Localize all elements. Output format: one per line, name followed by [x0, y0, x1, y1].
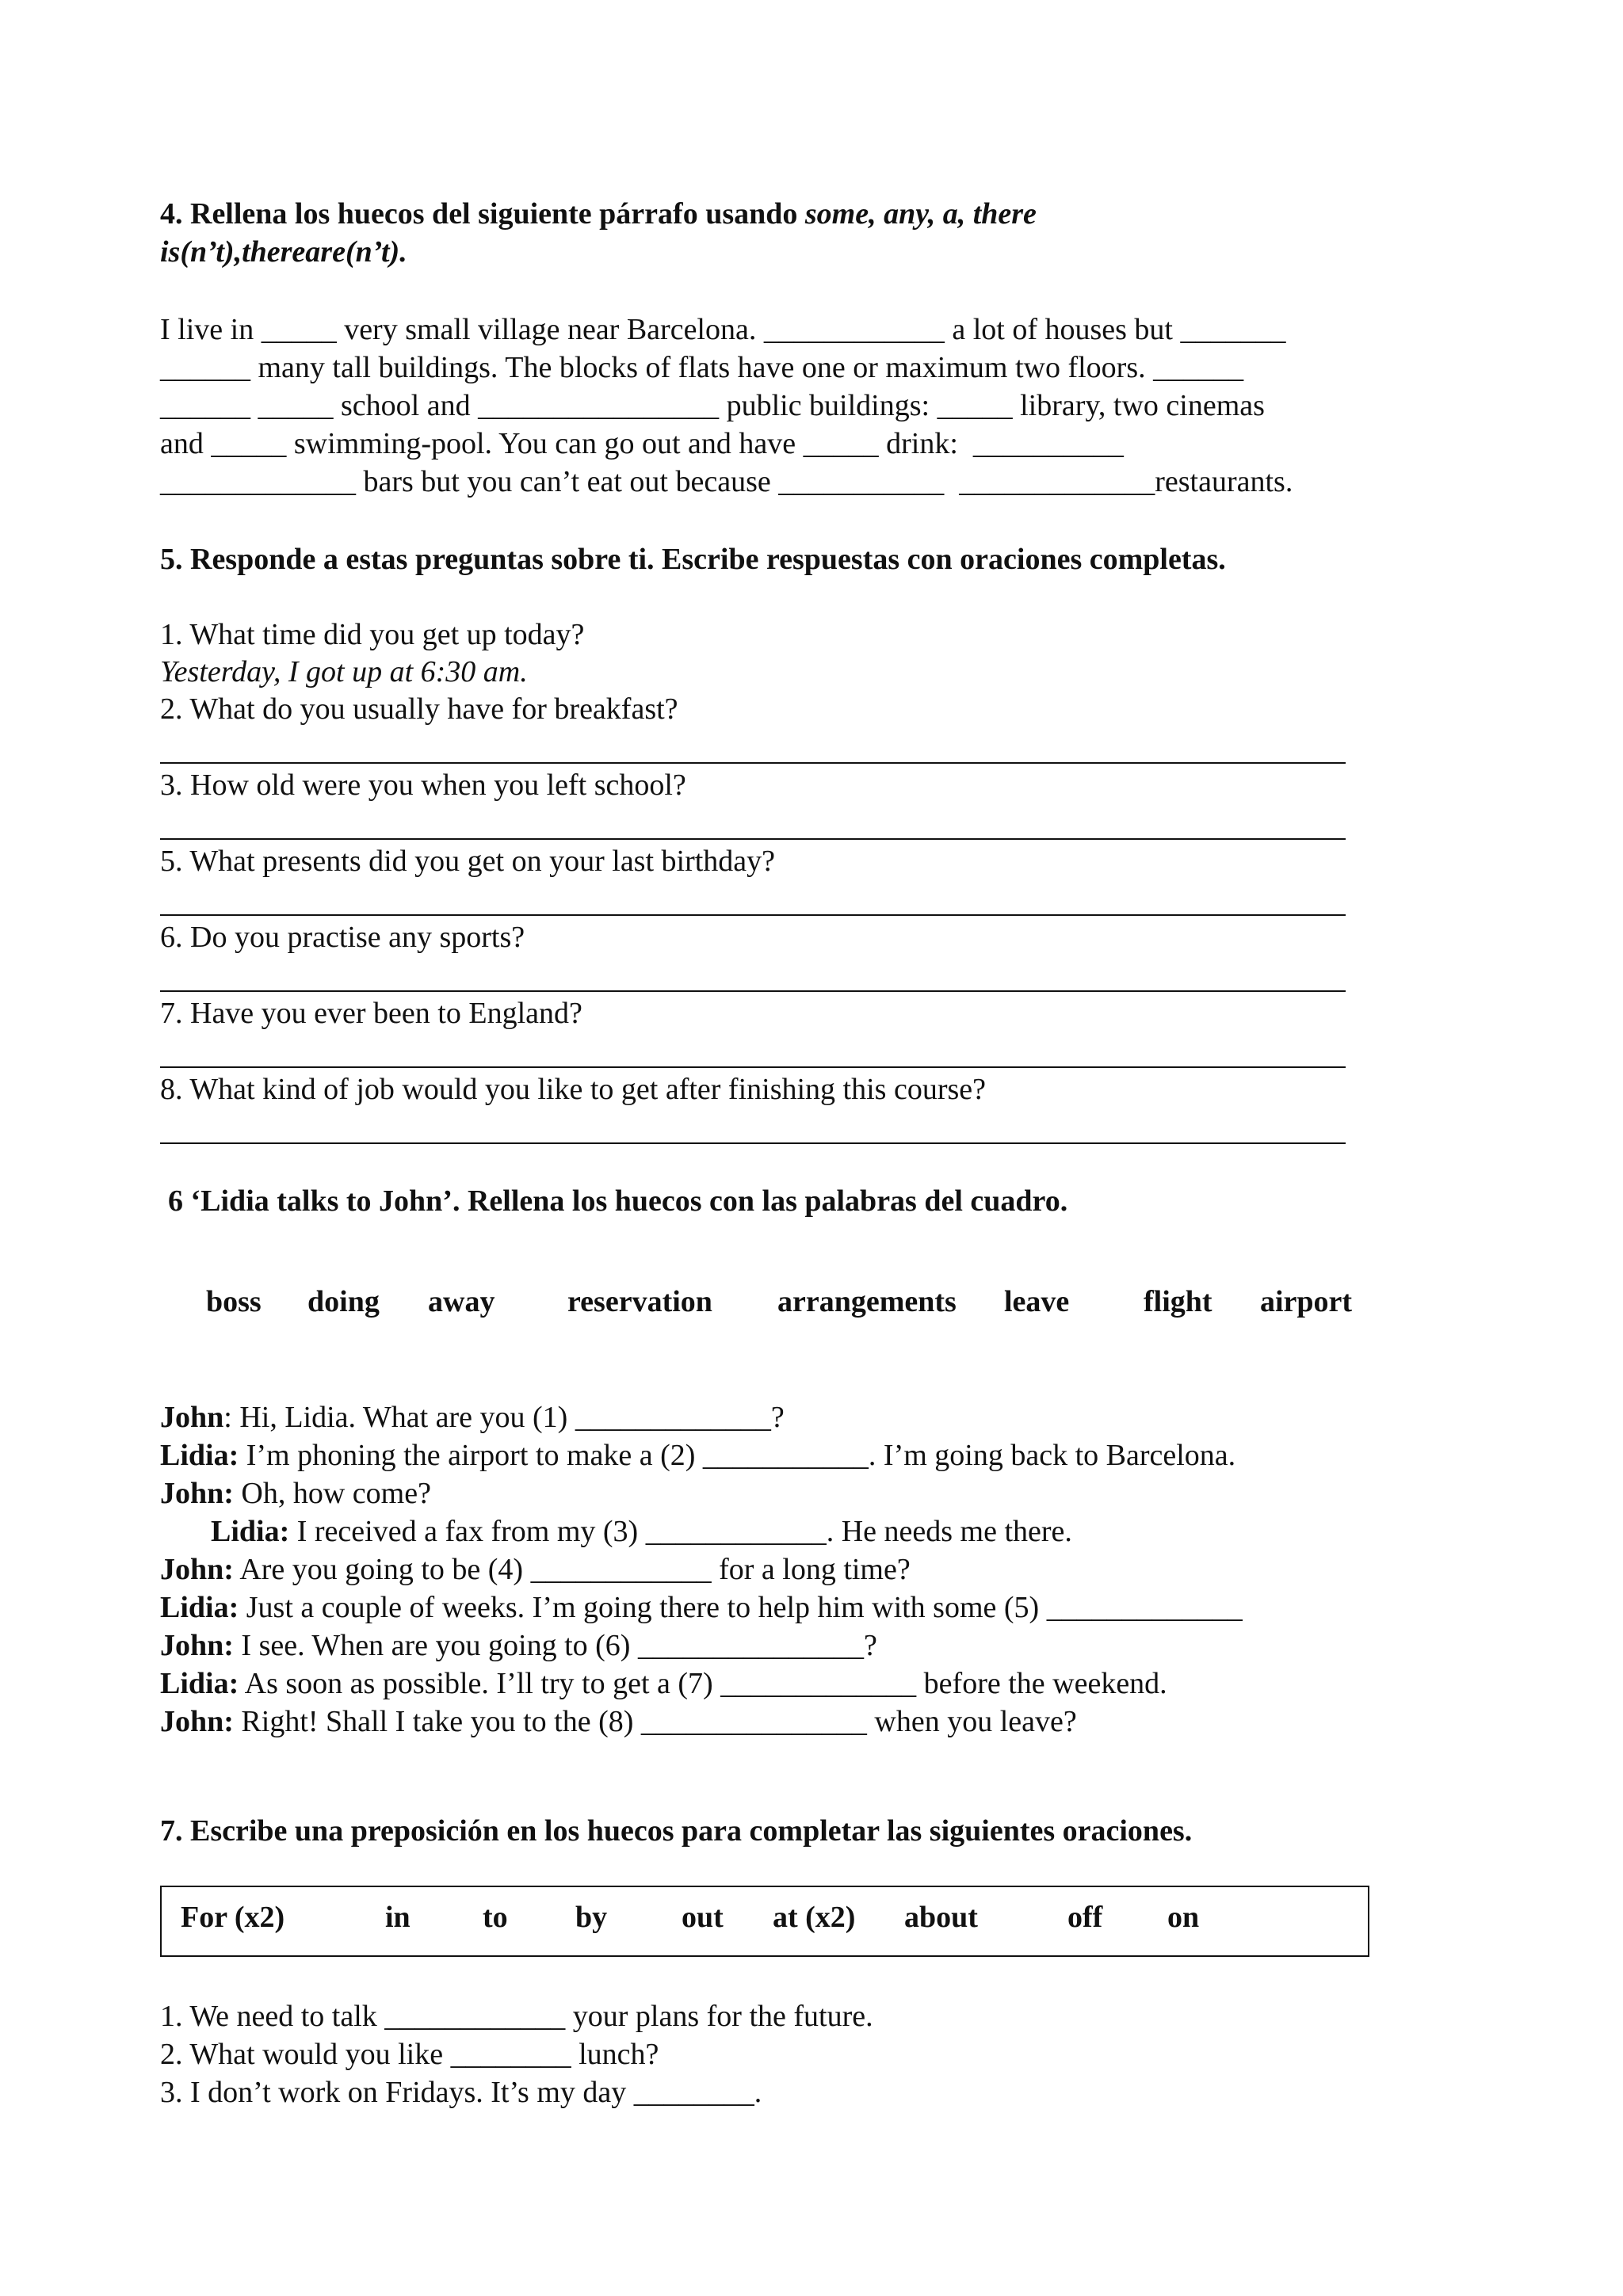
- speaker-name: John:: [160, 1629, 234, 1662]
- dialogue-text: Right! Shall I take you to the (8) _______________ when you leave?: [241, 1705, 1077, 1738]
- dialogue-text: I received a fax from my (3) ____________. He needs me there.: [296, 1515, 1072, 1548]
- word-bank-item: arrangements: [777, 1285, 957, 1318]
- section4-heading-words: some, any, a, there: [804, 197, 1037, 231]
- dialogue-text: As soon as possible. I’ll try to get a (7) _____________ before the weekend.: [244, 1667, 1167, 1700]
- dialogue-text: Just a couple of weeks. I’m going there to help him with some (5) _____________: [246, 1591, 1243, 1624]
- question-7: 7. Have you ever been to England?: [160, 997, 582, 1030]
- word-bank-item: reservation: [567, 1285, 712, 1318]
- speaker-name: John: [160, 1401, 224, 1434]
- example-answer: Yesterday, I got up at 6:30 am.: [160, 655, 528, 688]
- word-bank-item: doing: [307, 1285, 380, 1318]
- preposition-item: off: [1067, 1901, 1103, 1934]
- speaker-name: Lidia:: [160, 1667, 239, 1700]
- preposition-item: about: [904, 1901, 978, 1934]
- speaker-separator: [239, 1439, 246, 1472]
- speaker-separator: [239, 1591, 246, 1624]
- question-3: 3. How old were you when you left school?: [160, 769, 686, 802]
- preposition-item: on: [1167, 1901, 1200, 1934]
- dialogue-line: [160, 1665, 1167, 1703]
- dialogue-line: [160, 1627, 877, 1665]
- section6-heading: 6 ‘Lidia talks to John’. Rellena los huecos con las palabras del cuadro.: [168, 1184, 1068, 1218]
- section5-heading: 5. Responde a estas preguntas sobre ti. Escribe respuestas con oraciones completas.: [160, 543, 1226, 576]
- word-bank-item: boss: [206, 1285, 262, 1318]
- dialogue-line: [160, 1550, 911, 1589]
- dialogue-text: Are you going to be (4) ____________ for a long time?: [239, 1553, 911, 1586]
- dialogue-text: Oh, how come?: [241, 1477, 431, 1510]
- speaker-name: John:: [160, 1553, 234, 1586]
- section4-heading-text: 4. Rellena los huecos del siguiente párrafo usando: [160, 197, 805, 231]
- section4-heading: [160, 195, 1037, 233]
- speaker-separator: [289, 1515, 297, 1548]
- answer-line[interactable]: [160, 914, 1346, 916]
- preposition-item: by: [575, 1901, 608, 1934]
- speaker-separator: [234, 1705, 242, 1738]
- answer-line[interactable]: [160, 1066, 1346, 1068]
- preposition-sentence: 3. I don’t work on Fridays. It’s my day ________.: [160, 2076, 762, 2109]
- speaker-name: John:: [160, 1477, 234, 1510]
- dialogue-text: I’m phoning the airport to make a (2) ___________. I’m going back to Barcelona.: [246, 1439, 1236, 1472]
- dialogue-text: Hi, Lidia. What are you (1) _____________?: [239, 1401, 785, 1434]
- speaker-name: Lidia:: [160, 1439, 239, 1472]
- answer-line[interactable]: [160, 762, 1346, 764]
- preposition-item: at (x2): [773, 1901, 856, 1934]
- preposition-item: For (x2): [181, 1901, 285, 1934]
- question-5: 5. What presents did you get on your last birthday?: [160, 845, 776, 878]
- answer-line[interactable]: [160, 838, 1346, 840]
- speaker-separator: [234, 1629, 242, 1662]
- dialogue-line: [160, 1436, 1235, 1474]
- word-bank-item: flight: [1144, 1285, 1212, 1318]
- speaker-separator: :: [223, 1401, 240, 1434]
- section4-paragraph-line: ______ many tall buildings. The blocks of flats have one or maximum two floors. ______: [160, 351, 1244, 384]
- speaker-separator: [234, 1477, 242, 1510]
- speaker-name: Lidia:: [211, 1515, 290, 1548]
- preposition-item: to: [483, 1901, 508, 1934]
- question-6: 6. Do you practise any sports?: [160, 921, 525, 954]
- answer-line[interactable]: [160, 1142, 1346, 1144]
- question-1: 1. What time did you get up today?: [160, 618, 585, 651]
- section4-heading-line2: is(n’t),thereare(n’t).: [160, 235, 407, 269]
- word-bank-item: leave: [1004, 1285, 1070, 1318]
- section7-heading: 7. Escribe una preposición en los huecos para completar las siguientes oraciones.: [160, 1814, 1193, 1848]
- question-8: 8. What kind of job would you like to get after finishing this course?: [160, 1073, 986, 1106]
- speaker-separator: [239, 1667, 244, 1700]
- preposition-item: in: [385, 1901, 411, 1934]
- dialogue-text: I see. When are you going to (6) _______________?: [241, 1629, 877, 1662]
- preposition-item: out: [682, 1901, 724, 1934]
- preposition-sentence: 1. We need to talk ____________ your plans for the future.: [160, 2000, 873, 2033]
- word-bank-item: away: [428, 1285, 495, 1318]
- dialogue-line: [211, 1512, 1072, 1550]
- preposition-sentence: 2. What would you like ________ lunch?: [160, 2038, 659, 2071]
- section4-paragraph-line: and _____ swimming-pool. You can go out and have _____ drink: __________: [160, 427, 1124, 460]
- answer-line[interactable]: [160, 990, 1346, 992]
- dialogue-line: [160, 1589, 1243, 1627]
- question-2: 2. What do you usually have for breakfast?: [160, 692, 678, 726]
- word-bank-item: airport: [1260, 1285, 1353, 1318]
- dialogue-line: [160, 1703, 1077, 1741]
- section4-paragraph-line: ______ _____ school and ________________ public buildings: _____ library, two cinemas: [160, 389, 1265, 422]
- dialogue-line: [160, 1474, 431, 1512]
- section4-paragraph-line: _____________ bars but you can’t eat out because ___________ _____________restaurants.: [160, 465, 1293, 498]
- speaker-name: John:: [160, 1705, 234, 1738]
- speaker-name: Lidia:: [160, 1591, 239, 1624]
- dialogue-line: [160, 1398, 785, 1436]
- section4-paragraph-line: I live in _____ very small village near Barcelona. ____________ a lot of houses but _______: [160, 313, 1286, 346]
